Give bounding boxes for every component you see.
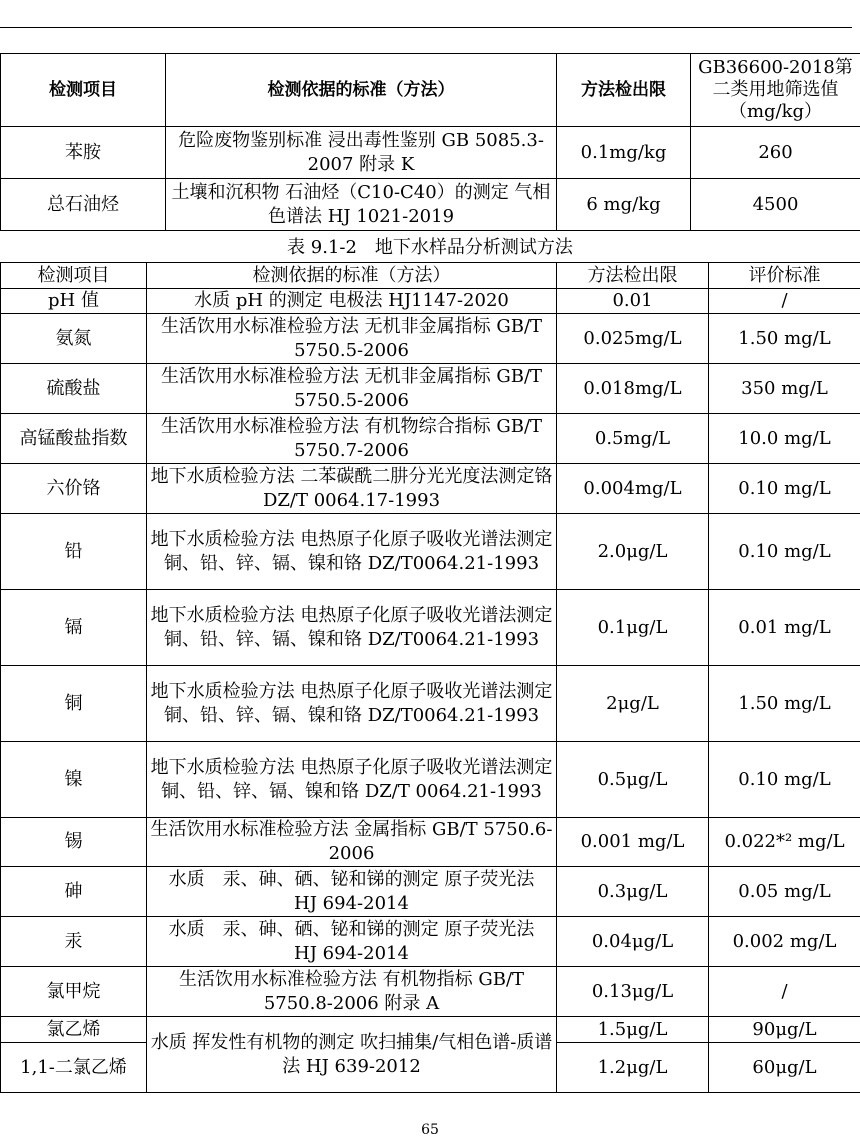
cell-limit: 1.2μg/L xyxy=(557,1043,709,1093)
table-row xyxy=(1,867,860,917)
cell-limit: 0.04μg/L xyxy=(557,917,709,967)
cell-limit: 2μg/L xyxy=(557,666,709,742)
cell-standard: 0.10 mg/L xyxy=(709,464,860,514)
cell-item: 高锰酸盐指数 xyxy=(1,414,147,464)
header-item: 检测项目 xyxy=(1,54,166,127)
cell-limit: 0.01 xyxy=(557,289,709,314)
cell-item: 铅 xyxy=(1,514,147,590)
cell-item: 镉 xyxy=(1,590,147,666)
cell-item: 砷 xyxy=(1,867,147,917)
header-item: 检测项目 xyxy=(1,263,147,289)
cell-method-merged: 水质 挥发性有机物的测定 吹扫捕集/气相色谱-质谱法 HJ 639-2012 xyxy=(147,1017,557,1093)
groundwater-method-table xyxy=(0,262,860,1093)
cell-item: 苯胺 xyxy=(1,127,166,179)
cell-limit: 0.001 mg/L xyxy=(557,818,709,867)
cell-item: 铜 xyxy=(1,666,147,742)
cell-item: 镍 xyxy=(1,742,147,818)
cell-standard: / xyxy=(709,289,860,314)
cell-method: 地下水质检验方法 电热原子化原子吸收光谱法测定铜、铅、锌、镉、镍和铬 DZ/T 0064.21-1993 xyxy=(147,742,557,818)
cell-value: 4500 xyxy=(691,179,860,231)
table-row xyxy=(1,514,860,590)
cell-method: 地下水质检验方法 电热原子化原子吸收光谱法测定铜、铅、锌、镉、镍和铬 DZ/T0064.21-1993 xyxy=(147,666,557,742)
cell-standard: 60μg/L xyxy=(709,1043,860,1093)
table-row xyxy=(1,917,860,967)
cell-item: 氨氮 xyxy=(1,314,147,364)
cell-limit: 6 mg/kg xyxy=(557,179,691,231)
cell-standard: 0.10 mg/L xyxy=(709,742,860,818)
cell-method: 生活饮用水标准检验方法 有机物综合指标 GB/T 5750.7-2006 xyxy=(147,414,557,464)
table-header-row xyxy=(1,263,860,289)
cell-standard: 0.05 mg/L xyxy=(709,867,860,917)
cell-limit: 0.025mg/L xyxy=(557,314,709,364)
table-row xyxy=(1,127,860,179)
header-detection-limit: 方法检出限 xyxy=(557,54,691,127)
cell-method: 生活饮用水标准检验方法 无机非金属指标 GB/T 5750.5-2006 xyxy=(147,364,557,414)
cell-limit: 0.5mg/L xyxy=(557,414,709,464)
cell-method: 水质 汞、砷、硒、铋和锑的测定 原子荧光法 HJ 694-2014 xyxy=(147,867,557,917)
cell-item: 汞 xyxy=(1,917,147,967)
table-row xyxy=(1,1017,860,1043)
table-row xyxy=(1,464,860,514)
cell-standard: 350 mg/L xyxy=(709,364,860,414)
table-row xyxy=(1,742,860,818)
cell-item: 总石油烃 xyxy=(1,179,166,231)
table-row xyxy=(1,179,860,231)
table-row xyxy=(1,414,860,464)
page-number: 65 xyxy=(421,1122,439,1138)
header-standard: 评价标准 xyxy=(709,263,860,289)
cell-method: 生活饮用水标准检验方法 金属指标 GB/T 5750.6-2006 xyxy=(147,818,557,867)
table-row xyxy=(1,590,860,666)
cell-standard: 90μg/L xyxy=(709,1017,860,1043)
table-row xyxy=(1,314,860,364)
cell-limit: 0.1mg/kg xyxy=(557,127,691,179)
cell-limit: 0.3μg/L xyxy=(557,867,709,917)
cell-item: 氯乙烯 xyxy=(1,1017,147,1043)
cell-limit: 0.004mg/L xyxy=(557,464,709,514)
cell-limit: 0.1μg/L xyxy=(557,590,709,666)
table-row xyxy=(1,818,860,867)
table-caption: 表 9.1-2 地下水样品分析测试方法 xyxy=(287,237,573,258)
header-method: 检测依据的标准（方法） xyxy=(147,263,557,289)
cell-method: 地下水质检验方法 电热原子化原子吸收光谱法测定铜、铅、锌、镉、镍和铬 DZ/T0064.21-1993 xyxy=(147,514,557,590)
table-row xyxy=(1,364,860,414)
cell-method: 生活饮用水标准检验方法 有机物指标 GB/T 5750.8-2006 附录 A xyxy=(147,967,557,1017)
cell-item: pH 值 xyxy=(1,289,147,314)
cell-method: 生活饮用水标准检验方法 无机非金属指标 GB/T 5750.5-2006 xyxy=(147,314,557,364)
cell-value: 260 xyxy=(691,127,860,179)
cell-limit: 0.018mg/L xyxy=(557,364,709,414)
cell-item: 1,1-二氯乙烯 xyxy=(1,1043,147,1093)
cell-standard: 0.002 mg/L xyxy=(709,917,860,967)
cell-standard: 10.0 mg/L xyxy=(709,414,860,464)
cell-limit: 0.13μg/L xyxy=(557,967,709,1017)
header-detection-limit: 方法检出限 xyxy=(557,263,709,289)
cell-method: 危险废物鉴别标准 浸出毒性鉴别 GB 5085.3-2007 附录 K xyxy=(166,127,557,179)
table-row xyxy=(1,967,860,1017)
cell-method: 地下水质检验方法 电热原子化原子吸收光谱法测定铜、铅、锌、镉、镍和铬 DZ/T0064.21-1993 xyxy=(147,590,557,666)
table-row xyxy=(1,666,860,742)
cell-method: 土壤和沉积物 石油烃（C10-C40）的测定 气相色谱法 HJ 1021-2019 xyxy=(166,179,557,231)
cell-method: 水质 汞、砷、硒、铋和锑的测定 原子荧光法 HJ 694-2014 xyxy=(147,917,557,967)
header-rule xyxy=(0,27,852,28)
soil-method-table xyxy=(0,53,860,231)
cell-method: 水质 pH 的测定 电极法 HJ1147-2020 xyxy=(147,289,557,314)
cell-limit: 1.5μg/L xyxy=(557,1017,709,1043)
cell-item: 氯甲烷 xyxy=(1,967,147,1017)
table-header-row xyxy=(1,54,860,127)
cell-standard: / xyxy=(709,967,860,1017)
cell-standard: 1.50 mg/L xyxy=(709,666,860,742)
cell-standard: 0.01 mg/L xyxy=(709,590,860,666)
cell-limit: 2.0μg/L xyxy=(557,514,709,590)
cell-limit: 0.5μg/L xyxy=(557,742,709,818)
header-method: 检测依据的标准（方法） xyxy=(166,54,557,127)
cell-standard: 0.10 mg/L xyxy=(709,514,860,590)
cell-standard: 1.50 mg/L xyxy=(709,314,860,364)
table-row xyxy=(1,289,860,314)
cell-standard: 0.022*² mg/L xyxy=(709,818,860,867)
header-screening-value: GB36600-2018第二类用地筛选值（mg/kg） xyxy=(691,54,860,127)
cell-method: 地下水质检验方法 二苯碳酰二肼分光光度法测定铬 DZ/T 0064.17-1993 xyxy=(147,464,557,514)
cell-item: 硫酸盐 xyxy=(1,364,147,414)
cell-item: 六价铬 xyxy=(1,464,147,514)
cell-item: 锡 xyxy=(1,818,147,867)
